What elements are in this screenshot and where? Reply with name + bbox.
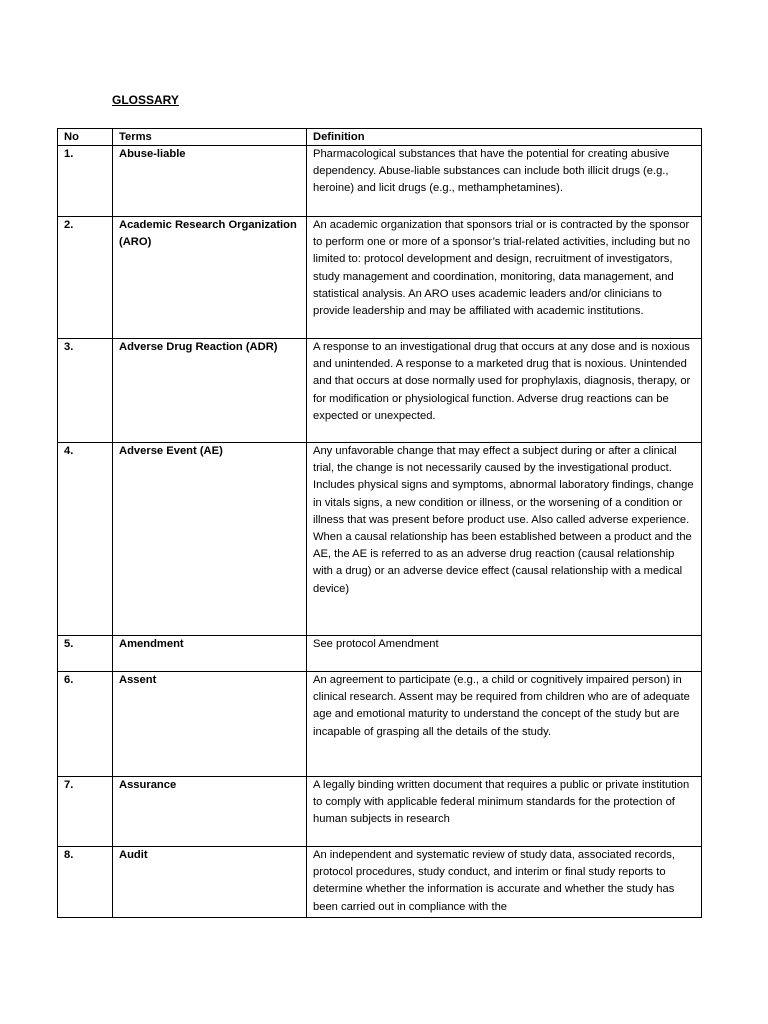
term-cell: Assent — [113, 672, 307, 777]
column-header-definition: Definition — [307, 129, 702, 146]
row-number: 6. — [58, 672, 113, 777]
definition-cell: An academic organization that sponsors trial or is contracted by the sponsor to perform one or more of a sponsor’s trial-related activities, including but no limited to: protocol development and design, recruitment of investigators, study management and coordination, monitoring, data management, and statistical analysis. An ARO uses academic leaders and/or clinicians to provide leadership and may be affiliated with academic institutions. — [307, 217, 702, 339]
glossary-table — [57, 128, 702, 918]
table-row — [58, 146, 702, 217]
definition-cell: See protocol Amendment — [307, 636, 702, 672]
term-cell: Amendment — [113, 636, 307, 672]
table-row — [58, 672, 702, 777]
term-cell: Abuse-liable — [113, 146, 307, 217]
table-row — [58, 777, 702, 847]
definition-cell: An agreement to participate (e.g., a child or cognitively impaired person) in clinical research. Assent may be required from children who are of adequate age and emotional maturity to understand the concept of the study but are incapable of grasping all the details of the study. — [307, 672, 702, 777]
table-row — [58, 847, 702, 918]
definition-cell: An independent and systematic review of study data, associated records, protocol procedures, study conduct, and interim or final study reports to determine whether the information is accurate and whether the study has been carried out in compliance with the — [307, 847, 702, 918]
definition-cell: A response to an investigational drug that occurs at any dose and is noxious and unintended. A response to a marketed drug that is noxious. Unintended and that occurs at dose normally used for prophylaxis, diagnosis, therapy, or for modification or physiological function. Adverse drug reactions can be expected or unexpected. — [307, 339, 702, 443]
table-row — [58, 217, 702, 339]
page-title: GLOSSARY — [112, 93, 179, 107]
table-header-row — [58, 129, 702, 146]
term-cell: Audit — [113, 847, 307, 918]
definition-cell: A legally binding written document that requires a public or private institution to comply with applicable federal minimum standards for the protection of human subjects in research — [307, 777, 702, 847]
term-cell: Assurance — [113, 777, 307, 847]
table-row — [58, 636, 702, 672]
table-row — [58, 443, 702, 636]
row-number: 3. — [58, 339, 113, 443]
row-number: 1. — [58, 146, 113, 217]
row-number: 4. — [58, 443, 113, 636]
term-cell: Academic Research Organization (ARO) — [113, 217, 307, 339]
row-number: 2. — [58, 217, 113, 339]
definition-cell: Pharmacological substances that have the potential for creating abusive dependency. Abuse-liable substances can include both illicit drugs (e.g., heroine) and licit drugs (e.g., methamphetamines). — [307, 146, 702, 217]
column-header-terms: Terms — [113, 129, 307, 146]
table-row — [58, 339, 702, 443]
row-number: 7. — [58, 777, 113, 847]
definition-cell: Any unfavorable change that may effect a subject during or after a clinical trial, the change is not necessarily caused by the investigational product. Includes physical signs and symptoms, abnormal laboratory findings, change in vitals signs, a new condition or illness, or the worsening of a condition or illness that was present before product use. Also called adverse experience. When a causal relationship has been established between a product and the AE, the AE is referred to as an adverse drug reaction (causal relationship with a drug) or an adverse device effect (causal relationship with a medical device) — [307, 443, 702, 636]
row-number: 5. — [58, 636, 113, 672]
row-number: 8. — [58, 847, 113, 918]
term-cell: Adverse Event (AE) — [113, 443, 307, 636]
column-header-no: No — [58, 129, 113, 146]
term-cell: Adverse Drug Reaction (ADR) — [113, 339, 307, 443]
